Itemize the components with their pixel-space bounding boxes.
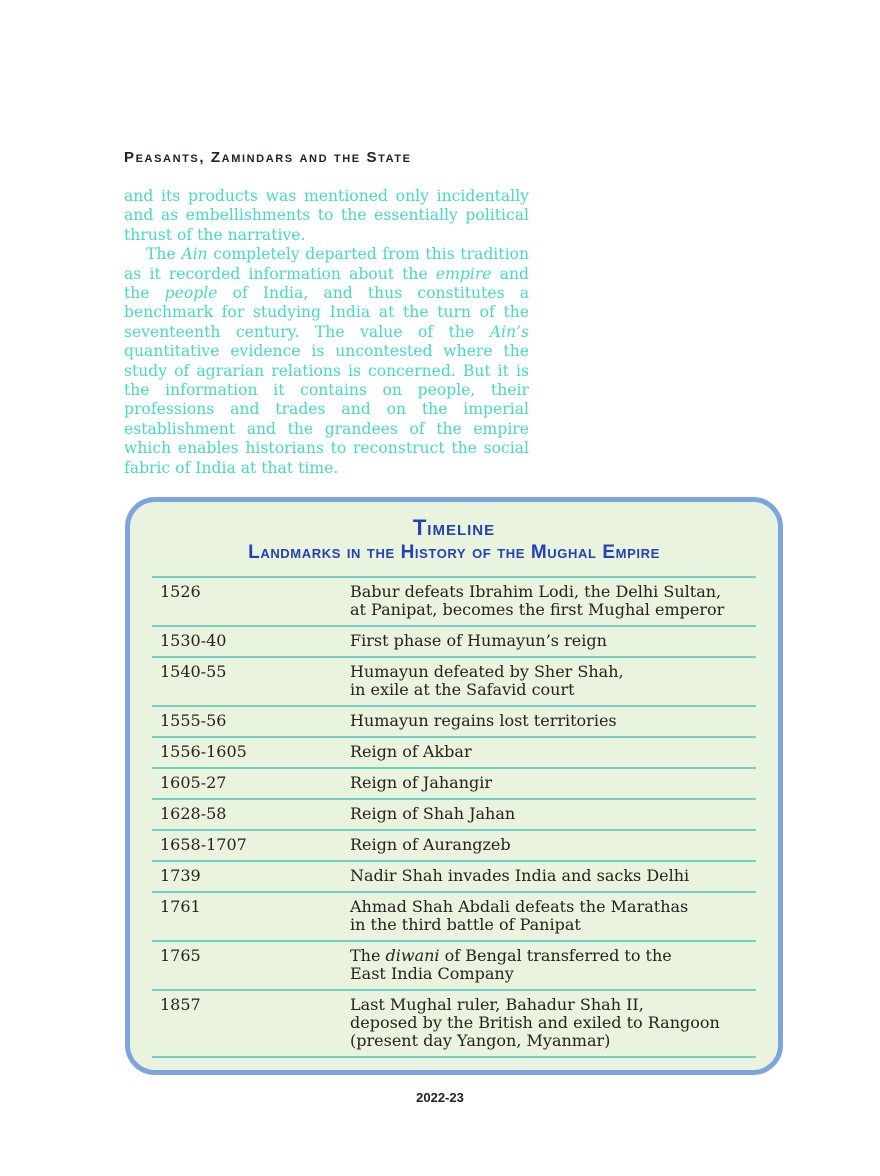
text-run: First phase of Humayun’s reign [350, 631, 607, 650]
text-run: of Bengal transferred to the [439, 946, 672, 965]
italic-text-run: Ain [181, 245, 208, 264]
timeline-year: 1857 [160, 995, 201, 1014]
timeline-year: 1761 [160, 897, 201, 916]
text-run: in the third battle of Panipat [350, 915, 581, 934]
timeline-year: 1739 [160, 866, 201, 885]
timeline-row [152, 989, 756, 1058]
timeline-row [152, 656, 756, 705]
timeline-event [350, 947, 756, 983]
text-run: Reign of Shah Jahan [350, 804, 516, 823]
page-footer-year: 2022-23 [416, 1090, 464, 1105]
timeline-event [350, 867, 756, 885]
intro-paragraphs [124, 187, 529, 478]
text-run: Humayun regains lost territories [350, 711, 617, 730]
timeline-year: 1555-56 [160, 711, 227, 730]
text-run: Last Mughal ruler, Bahadur Shah II, [350, 995, 644, 1014]
text-run: Nadir Shah invades India and sacks Delhi [350, 866, 690, 885]
timeline-row [152, 829, 756, 860]
timeline-year: 1765 [160, 946, 201, 965]
text-run: The [146, 245, 182, 264]
timeline-event [350, 774, 756, 792]
text-run: East India Company [350, 964, 514, 983]
text-run: completely departed from this tradition as it recorded information about the [124, 245, 529, 283]
text-run: Reign of Akbar [350, 742, 472, 761]
timeline-event [350, 836, 756, 854]
text-run: Reign of Jahangir [350, 773, 493, 792]
timeline-row [152, 736, 756, 767]
timeline-year: 1540-55 [160, 662, 227, 681]
timeline-year: 1605-27 [160, 773, 227, 792]
text-run: The [350, 946, 386, 965]
timeline-event [350, 805, 756, 823]
timeline-title: Timeline [412, 515, 496, 540]
running-header: Peasants, Zamindars and the State [124, 149, 412, 166]
text-run: and its products was mentioned only incidentally and as embellishments to the essentially political thrust of the narrative. [124, 187, 529, 244]
text-run: of India, and thus constitutes a benchmark for studying India at the turn of the seventeenth century. The value of the [124, 284, 530, 341]
text-run: Ahmad Shah Abdali defeats the Marathas [350, 897, 689, 916]
timeline-row [152, 891, 756, 940]
text-run: Reign of Aurangzeb [350, 835, 511, 854]
timeline-year: 1658-1707 [160, 835, 247, 854]
timeline-row [152, 767, 756, 798]
timeline-event [350, 632, 756, 650]
intro-paragraph-2 [124, 245, 529, 478]
timeline-event [350, 712, 756, 730]
italic-text-run: empire [435, 264, 492, 283]
text-run: in exile at the Safavid court [350, 680, 575, 699]
timeline-row [152, 798, 756, 829]
text-run: deposed by the British and exiled to Rangoon [350, 1013, 720, 1032]
timeline-year: 1628-58 [160, 804, 227, 823]
timeline-event [350, 663, 756, 699]
timeline-row [152, 576, 756, 625]
italic-text-run: diwani [385, 946, 440, 965]
timeline-row [152, 705, 756, 736]
italic-text-run: people [164, 284, 218, 303]
intro-paragraph-1 [124, 187, 529, 245]
timeline-row [152, 625, 756, 656]
timeline-event [350, 583, 756, 619]
italic-text-run: Ain’s [489, 322, 529, 341]
text-run: Humayun defeated by Sher Shah, [350, 662, 624, 681]
timeline-year: 1556-1605 [160, 742, 247, 761]
timeline-subtitle: Landmarks in the History of the Mughal Empire [248, 542, 660, 563]
timeline-event [350, 996, 756, 1050]
text-run: at Panipat, becomes the first Mughal emperor [350, 600, 725, 619]
timeline-row [152, 940, 756, 989]
timeline-year: 1526 [160, 582, 201, 601]
text-run: quantitative evidence is uncontested where the study of agrarian relations is concerned. But it is the information it contains on people, their professions and trades and on the imperial establishment and the grandees of the empire which enables historians to reconstruct the social fabric of India at that time. [124, 342, 529, 477]
timeline-year: 1530-40 [160, 631, 227, 650]
timeline-event [350, 898, 756, 934]
text-run: (present day Yangon, Myanmar) [350, 1031, 611, 1050]
text-run: and the [124, 264, 529, 303]
text-run: Babur defeats Ibrahim Lodi, the Delhi Sultan, [350, 582, 722, 601]
timeline-box [125, 497, 783, 1075]
timeline-event [350, 743, 756, 761]
timeline-row [152, 860, 756, 891]
timeline-table [152, 576, 756, 1058]
